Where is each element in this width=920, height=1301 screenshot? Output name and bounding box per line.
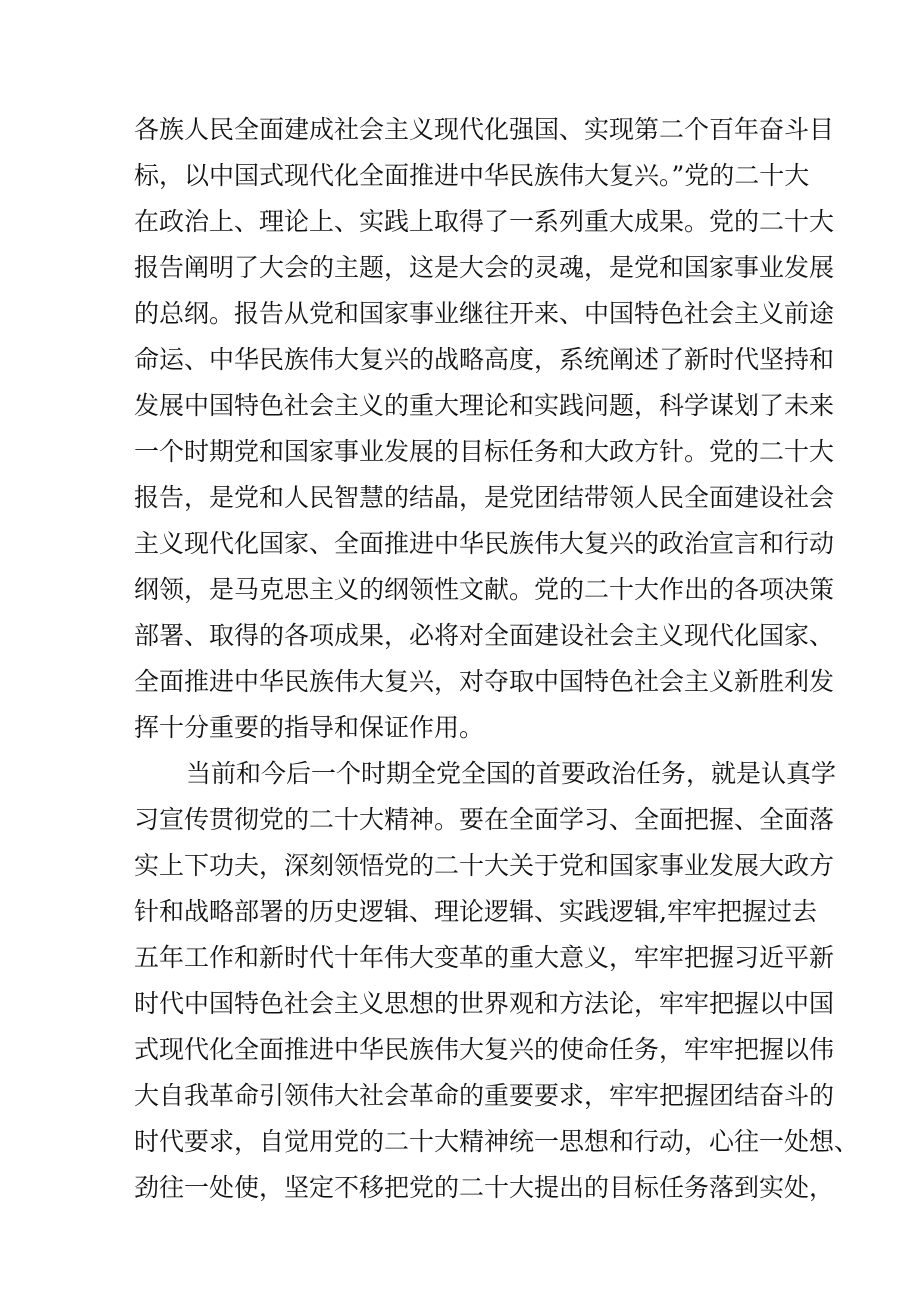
text-line: 在政治上、理论上、实践上取得了一系列重大成果。党的二十大 [134,207,835,236]
text-line: 各族人民全面建成社会主义现代化强国、实现第二个百年奋斗目 [134,115,835,144]
text-line: 时代要求，自觉用党的二十大精神统一思想和行动，心往一处想、 [134,1127,860,1156]
text-line: 标，以中国式现代化全面推进中华民族伟大复兴。”党的二十大 [134,161,810,190]
text-line: 五年工作和新时代十年伟大变革的重大意义，牢牢把握习近平新 [134,943,835,972]
text-line: 一个时期党和国家事业发展的目标任务和大政方针。党的二十大 [134,437,835,466]
text-line: 实上下功夫，深刻领悟党的二十大关于党和国家事业发展大政方 [134,851,835,880]
text-line: 命运、中华民族伟大复兴的战略高度，系统阐述了新时代坚持和 [134,345,835,374]
text-line: 报告，是党和人民智慧的结晶，是党团结带领人民全面建设社会 [134,483,835,512]
text-line: 时代中国特色社会主义思想的世界观和方法论，牢牢把握以中国 [134,989,835,1018]
text-line: 报告阐明了大会的主题，这是大会的灵魂，是党和国家事业发展 [134,253,835,282]
paragraph-2 [134,751,860,1211]
document-body [134,107,860,1211]
text-line: 针和战略部署的历史逻辑、理论逻辑、实践逻辑,牢牢把握过去 [134,897,817,926]
paragraph-1 [134,107,835,751]
text-line: 挥十分重要的指导和保证作用。 [134,713,485,742]
text-line: 的总纲。报告从党和国家事业继往开来、中国特色社会主义前途 [134,299,835,328]
text-line: 当前和今后一个时期全党全国的首要政治任务，就是认真学 [186,759,837,788]
text-line: 式现代化全面推进中华民族伟大复兴的使命任务，牢牢把握以伟 [134,1035,835,1064]
text-line: 全面推进中华民族伟大复兴，对夺取中国特色社会主义新胜利发 [134,667,835,696]
text-line: 主义现代化国家、全面推进中华民族伟大复兴的政治宣言和行动 [134,529,835,558]
text-line: 纲领，是马克思主义的纲领性文献。党的二十大作出的各项决策 [134,575,835,604]
text-line: 大自我革命引领伟大社会革命的重要要求，牢牢把握团结奋斗的 [134,1081,835,1110]
text-line: 部署、取得的各项成果，必将对全面建设社会主义现代化国家、 [134,621,835,650]
text-line: 习宣传贯彻党的二十大精神。要在全面学习、全面把握、全面落 [134,805,835,834]
text-line: 劲往一处使，坚定不移把党的二十大提出的目标任务落到实处， [134,1173,835,1202]
text-line: 发展中国特色社会主义的重大理论和实践问题，科学谋划了未来 [134,391,835,420]
